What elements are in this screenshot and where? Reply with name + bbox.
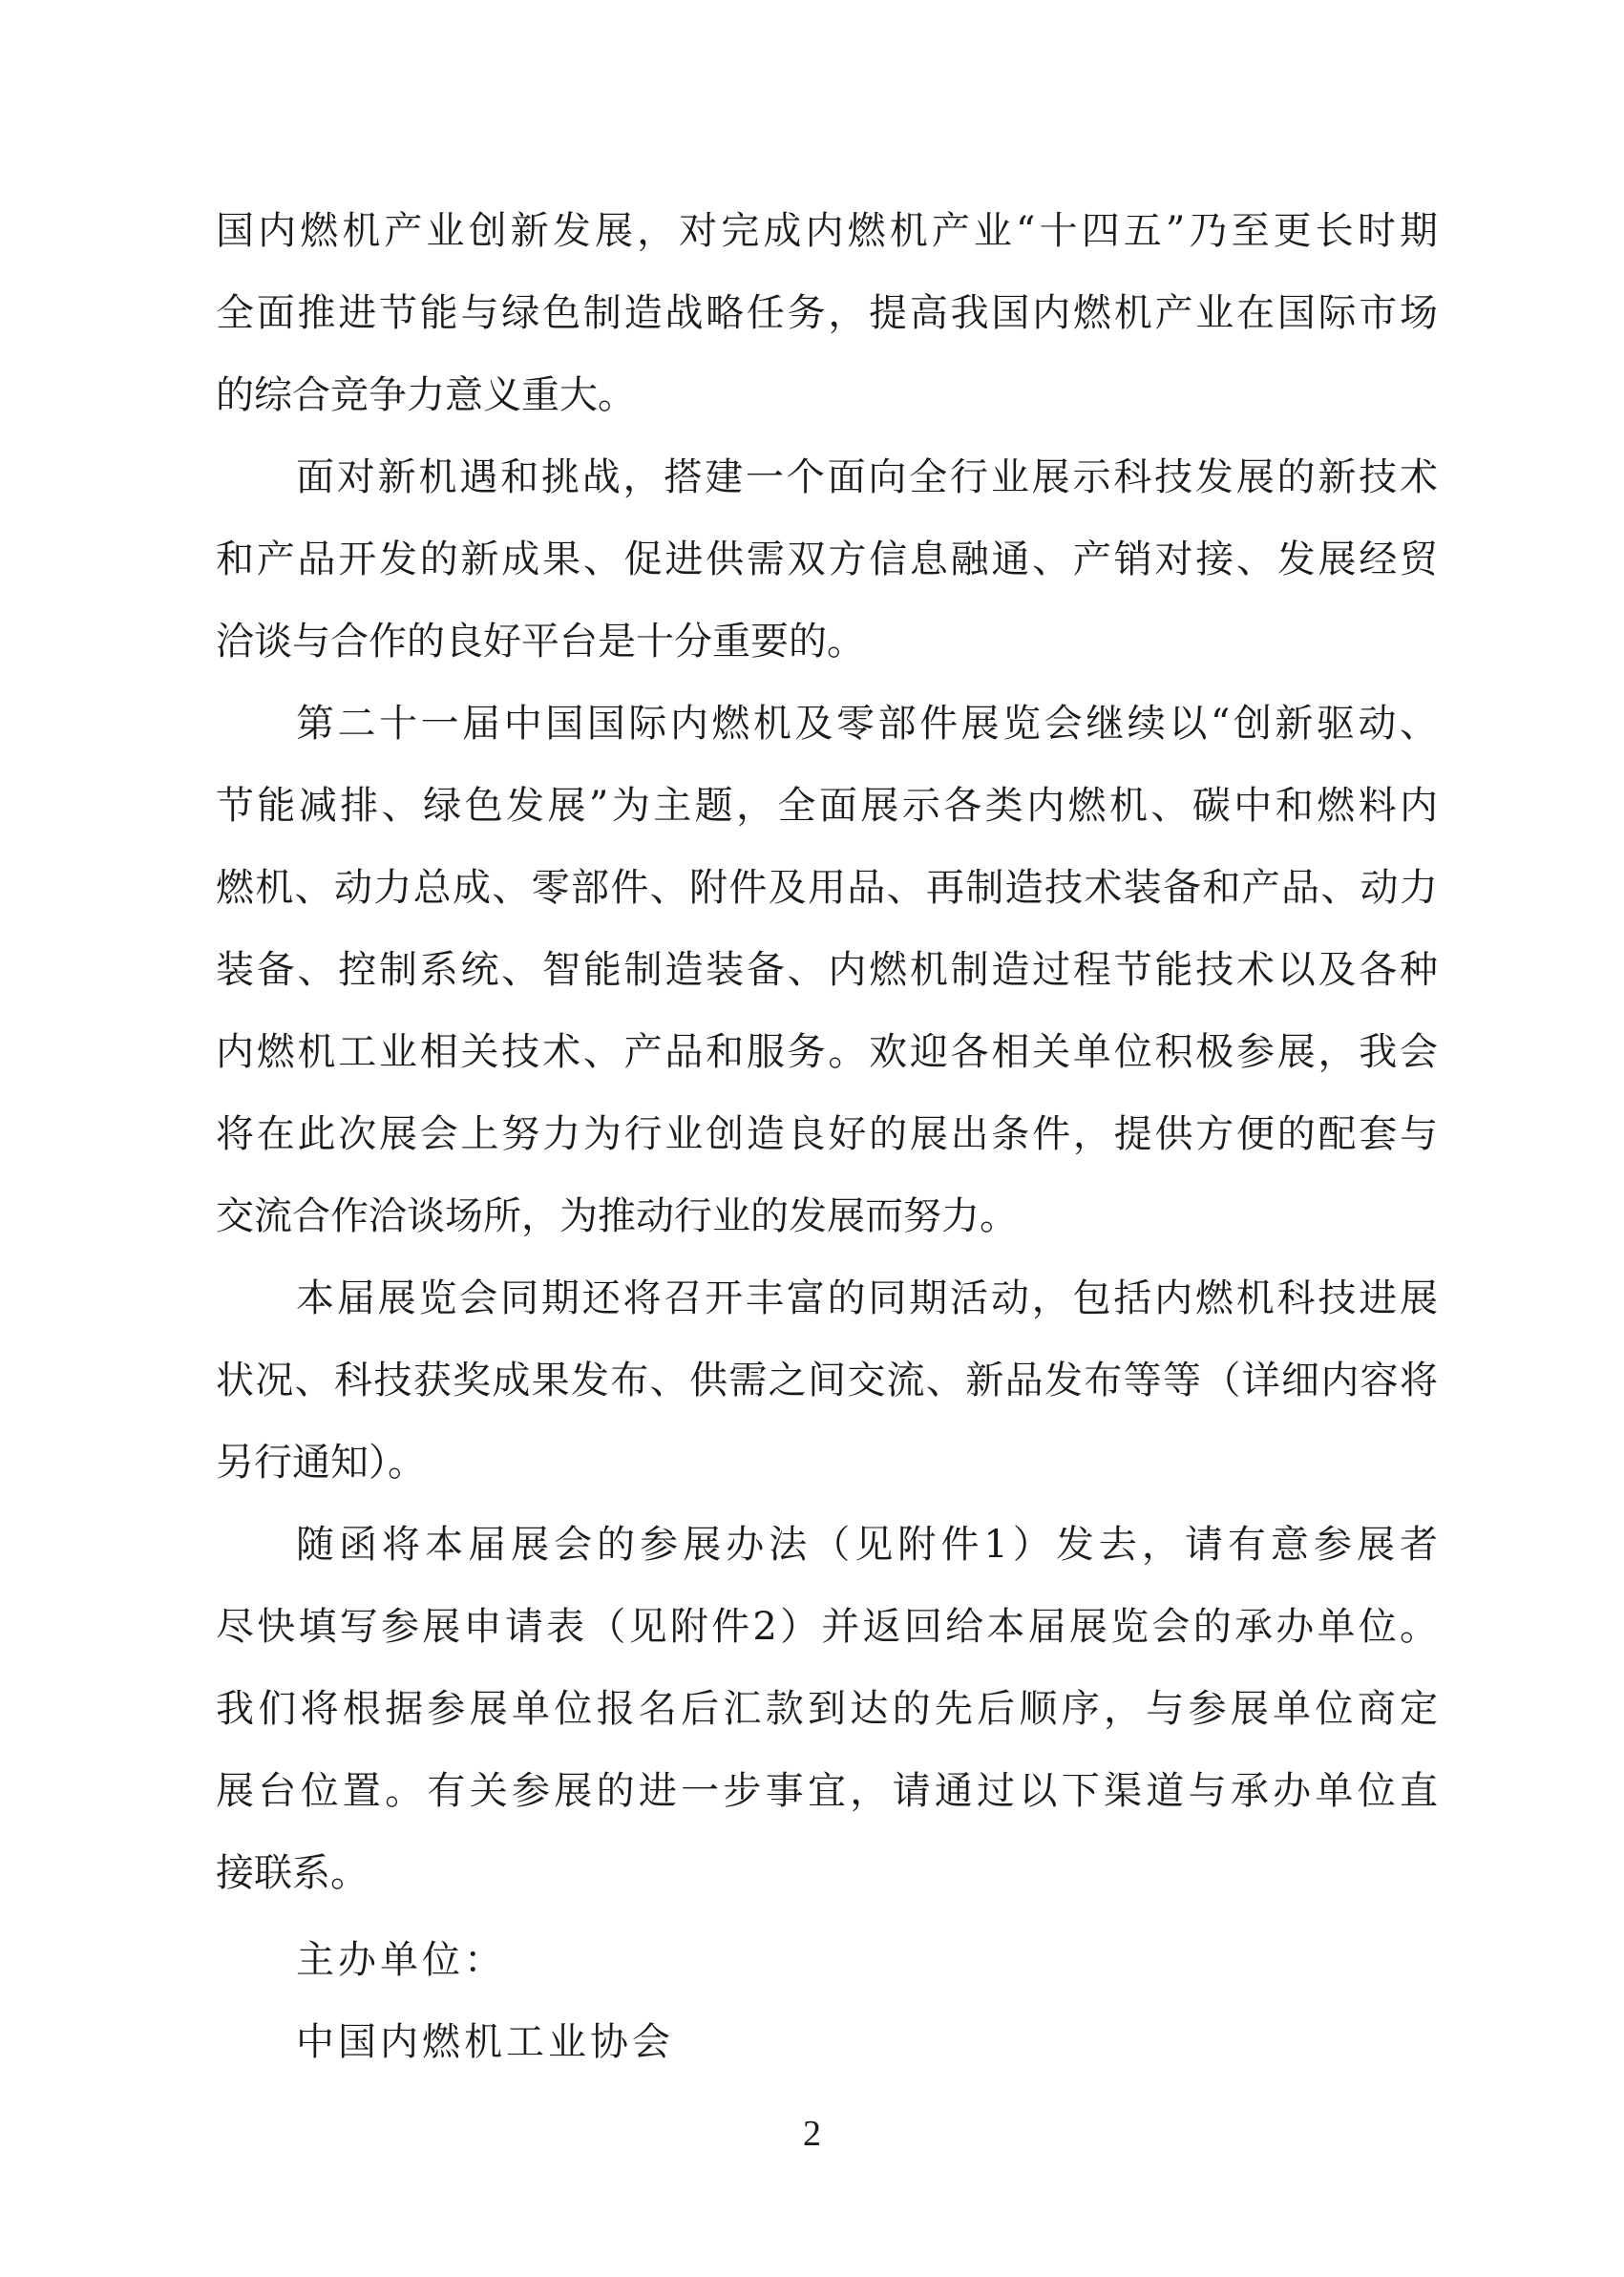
paragraph-2-line-3: 洽谈与合作的良好平台是十分重要的。 [216,620,865,664]
paragraph-4-line-1: 本届展览会同期还将召开丰富的同期活动，包括内燃机科技进展 [296,1276,1438,1320]
paragraph-3-line-1: 第二十一届中国国际内燃机及零部件展览会继续以“创新驱动、 [296,702,1438,746]
paragraph-4-line-2: 状况、科技获奖成果发布、供需之间交流、新品发布等等（详细内容将 [216,1359,1438,1402]
paragraph-3-line-5: 内燃机工业相关技术、产品和服务。欢迎各相关单位积极参展，我会 [216,1030,1438,1074]
organizer-name: 中国内燃机工业协会 [296,2020,674,2064]
paragraph-3-line-7: 交流合作洽谈场所，为推动行业的发展而努力。 [216,1194,1018,1238]
organizer-label: 主办单位： [296,1938,506,1982]
paragraph-5-line-4: 展台位置。有关参展的进一步事宜，请通过以下渠道与承办单位直 [216,1769,1438,1813]
page-number: 2 [803,2114,821,2154]
paragraph-5-line-3: 我们将根据参展单位报名后汇款到达的先后顺序，与参展单位商定 [216,1687,1438,1731]
paragraph-2-line-1: 面对新机遇和挑战，搭建一个面向全行业展示科技发展的新技术 [296,455,1438,499]
paragraph-1-line-1: 国内燃机产业创新发展，对完成内燃机产业“十四五”乃至更长时期 [216,209,1438,253]
paragraph-4-line-3: 另行通知）。 [216,1441,426,1485]
paragraph-1-line-2: 全面推进节能与绿色制造战略任务，提高我国内燃机产业在国际市场 [216,291,1438,335]
paragraph-3-line-3: 燃机、动力总成、零部件、附件及用品、再制造技术装备和产品、动力 [216,866,1438,910]
paragraph-5-line-2: 尽快填写参展申请表（见附件2）并返回给本届展览会的承办单位。 [216,1605,1438,1649]
paragraph-3-line-2: 节能减排、绿色发展”为主题，全面展示各类内燃机、碳中和燃料内 [216,784,1438,828]
paragraph-1-line-3: 的综合竞争力意义重大。 [216,373,636,417]
paragraph-3-line-6: 将在此次展会上努力为行业创造良好的展出条件，提供方便的配套与 [216,1112,1438,1156]
paragraph-5-line-5: 接联系。 [216,1851,369,1895]
paragraph-2-line-2: 和产品开发的新成果、促进供需双方信息融通、产销对接、发展经贸 [216,538,1438,581]
paragraph-5-line-1: 随函将本届展会的参展办法（见附件1）发去，请有意参展者 [296,1523,1438,1567]
paragraph-3-line-4: 装备、控制系统、智能制造装备、内燃机制造过程节能技术以及各种 [216,948,1438,992]
